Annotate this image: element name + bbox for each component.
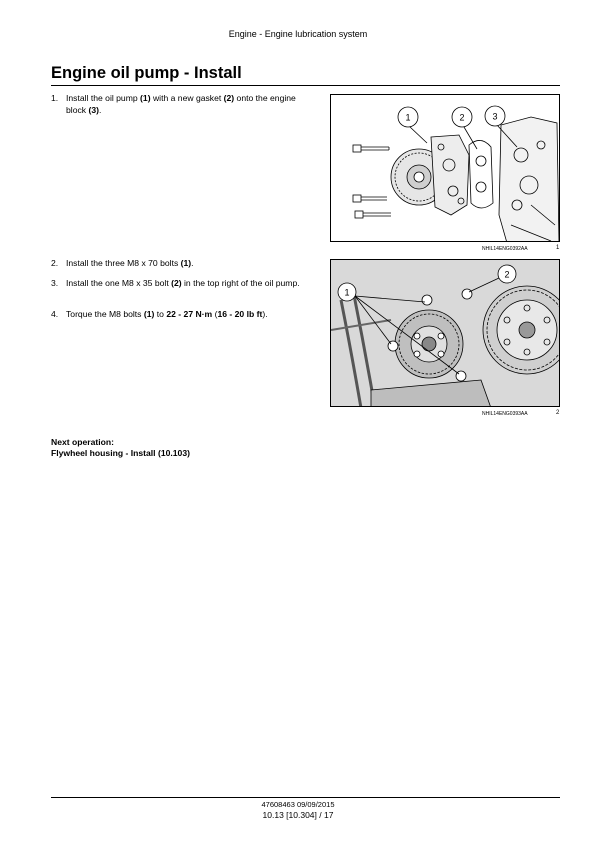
callout-1: 1 (344, 287, 350, 298)
next-operation-link[interactable]: Flywheel housing - Install (10.103) (51, 448, 190, 458)
page-title: Engine oil pump - Install (51, 64, 242, 82)
oil-pump-illustration (331, 95, 560, 242)
figure-number: 1 (556, 245, 560, 251)
figure-oil-pump-exploded (330, 94, 560, 242)
step-1 (51, 93, 309, 116)
footer-page-number: 10.13 [10.304] / 17 (262, 810, 334, 820)
step-text: Install the three M8 x 70 bolts (1). (66, 258, 194, 268)
step-text: Install the one M8 x 35 bolt (2) in the top right of the oil pump. (66, 278, 300, 288)
footer-document-id: 47608463 09/09/2015 (261, 800, 335, 809)
step-text: Torque the M8 bolts (1) to 22 - 27 N·m (16 - 20 lb ft). (66, 309, 268, 319)
figure-oil-pump-installed (330, 259, 560, 407)
step-number: 3. (51, 278, 59, 288)
figure-code: NHIL14ENG0393AA (482, 411, 528, 417)
installed-pump-illustration (331, 260, 560, 407)
callout-2: 2 (504, 269, 510, 280)
callout-1: 1 (405, 112, 411, 123)
next-operation-label: Next operation: (51, 437, 115, 447)
figure-number: 2 (556, 410, 560, 416)
bolt-graphic (353, 145, 389, 152)
footer-divider (51, 797, 560, 798)
title-divider (51, 85, 560, 86)
step-number: 4. (51, 309, 59, 319)
step-3 (51, 278, 309, 290)
step-4 (51, 309, 309, 321)
step-2 (51, 258, 309, 270)
callout-2: 2 (459, 112, 465, 123)
step-text: Install the oil pump (1) with a new gasket (2) onto the engine block (3). (66, 93, 296, 115)
step-number: 2. (51, 258, 59, 268)
step-number: 1. (51, 93, 59, 103)
running-header: Engine - Engine lubrication system (228, 29, 368, 39)
next-operation (51, 437, 190, 459)
figure-code: NHIL14ENG0392AA (482, 246, 528, 252)
callout-3: 3 (492, 111, 498, 122)
